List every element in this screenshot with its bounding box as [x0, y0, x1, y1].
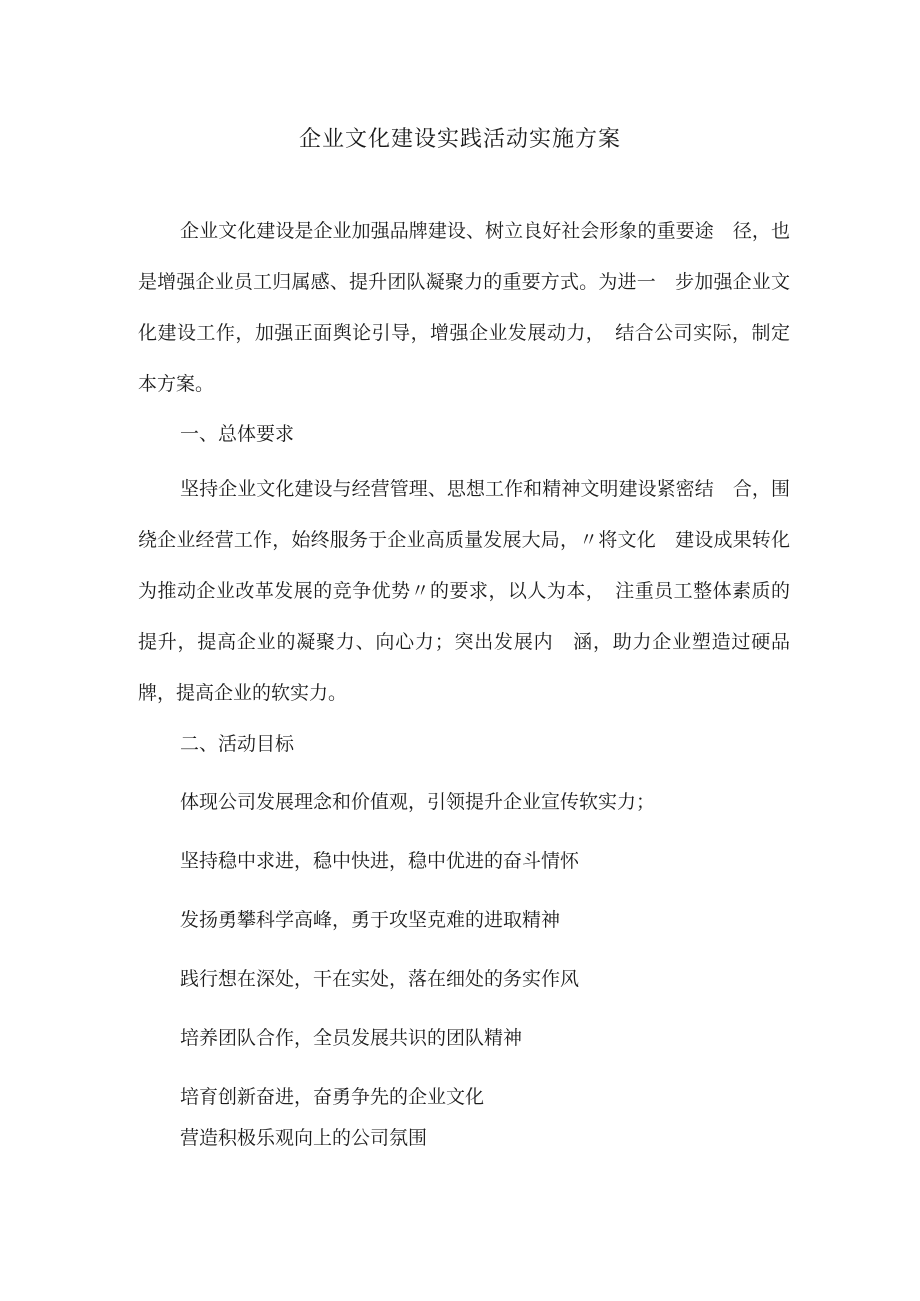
goal-item: 发扬勇攀科学高峰，勇于攻坚克难的进取精神 [180, 909, 561, 931]
goal-item: 坚持稳中求进，稳中快进，稳中优进的奋斗情怀 [180, 850, 580, 872]
intro-paragraph: 企业文化建设是企业加强品牌建设、树立良好社会形象的重要途 径，也是增强企业员工归属感、提升团队凝聚力的重要方式。为进一 步加强企业文化建设工作，加强正面舆论引导，增强企业发展动力， 结合公司实际，制定本方案。 [138, 220, 790, 395]
goal-item: 培养团队合作，全员发展共识的团队精神 [180, 1027, 523, 1049]
section1-paragraph: 坚持企业文化建设与经营管理、思想工作和精神文明建设紧密结 合，围绕企业经营工作，始终服务于企业高质量发展大局，〃将文化 建设成果转化为推动企业改革发展的竞争优势〃的要求，以人为本， 注重员工整体素质的提升，提高企业的凝聚力、向心力；突出发展内 涵，助力企业塑造过硬品牌，提高企业的软实力。 [138, 478, 790, 704]
section1-heading: 一、总体要求 [180, 423, 295, 445]
goal-item: 体现公司发展理念和价值观，引领提升企业宣传软实力； [180, 791, 656, 813]
goal-item: 践行想在深处，干在实处，落在细处的务实作风 [180, 968, 580, 990]
section2-heading: 二、活动目标 [180, 733, 295, 755]
goal-item: 营造积极乐观向上的公司氛围 [180, 1127, 428, 1149]
document-title: 企业文化建设实践活动实施方案 [298, 127, 621, 152]
goal-item: 培育创新奋进，奋勇争先的企业文化 [180, 1086, 485, 1108]
